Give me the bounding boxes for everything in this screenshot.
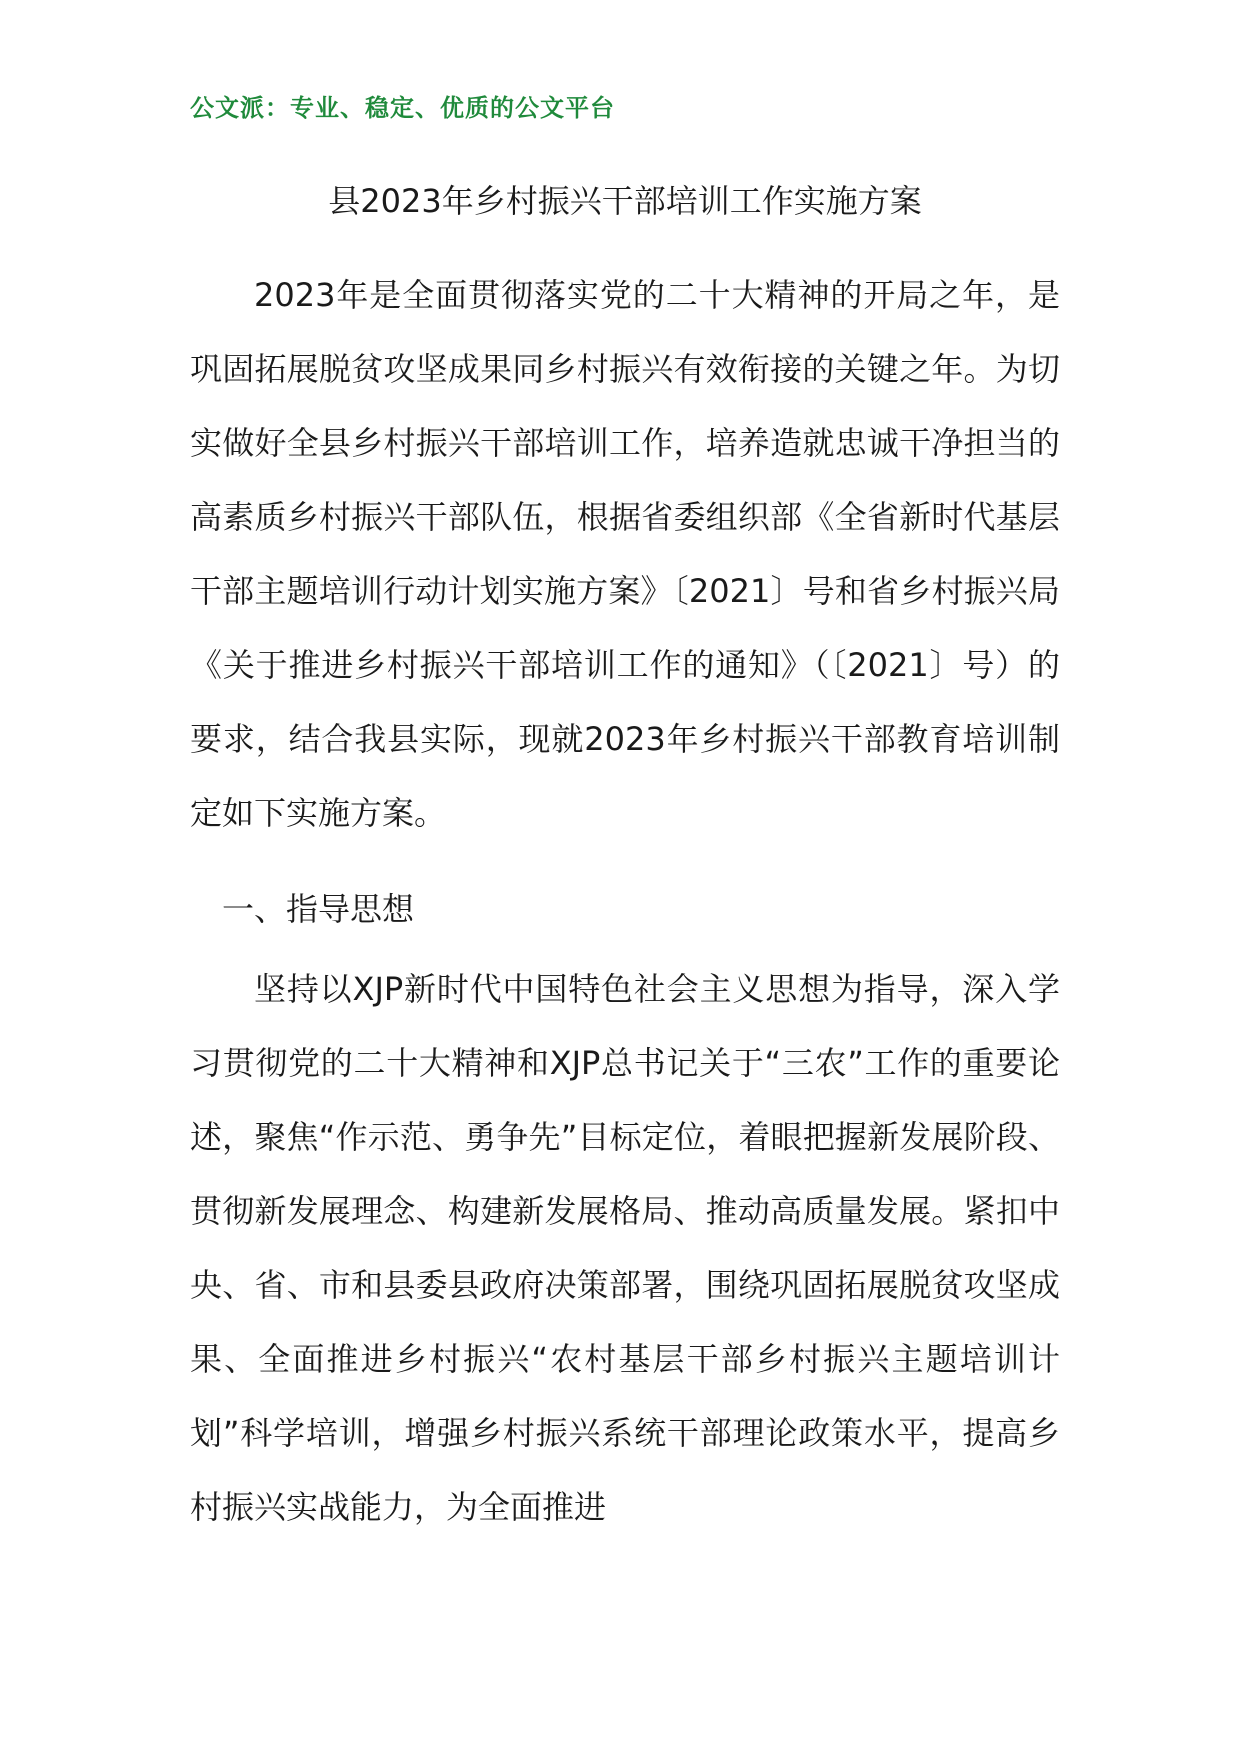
header-brand-text: 公文派：专业、稳定、优质的公文平台 — [190, 94, 615, 122]
paragraph-intro: 2023年是全面贯彻落实党的二十大精神的开局之年，是巩固拓展脱贫攻坚成果同乡村振兴有效衔接的关键之年。为切实做好全县乡村振兴干部培训工作，培养造就忠诚干净担当的高素质乡村振兴干部队伍，根据省委组织部《全省新时代基层干部主题培训行动计划实施方案》〔2021〕号和省乡村振兴局《关于推进乡村振兴干部培训工作的通知》（〔2021〕号）的要求，结合我县实际，现就2023年乡村振兴干部教育培训制定如下实施方案。 — [190, 276, 1060, 832]
section-heading-guiding-ideology: 一、指导思想 — [222, 890, 415, 928]
document-title: 县2023年乡村振兴干部培训工作实施方案 — [328, 182, 922, 220]
paragraph-guiding-ideology: 坚持以XJP新时代中国特色社会主义思想为指导，深入学习贯彻党的二十大精神和XJP总书记关于“三农”工作的重要论述，聚焦“作示范、勇争先”目标定位，着眼把握新发展阶段、贯彻新发展理念、构建新发展格局、推动高质量发展。紧扣中央、省、市和县委县政府决策部署，围绕巩固拓展脱贫攻坚成果、全面推进乡村振兴“农村基层干部乡村振兴主题培训计划”科学培训，增强乡村振兴系统干部理论政策水平，提高乡村振兴实战能力，为全面推进 — [190, 970, 1060, 1526]
